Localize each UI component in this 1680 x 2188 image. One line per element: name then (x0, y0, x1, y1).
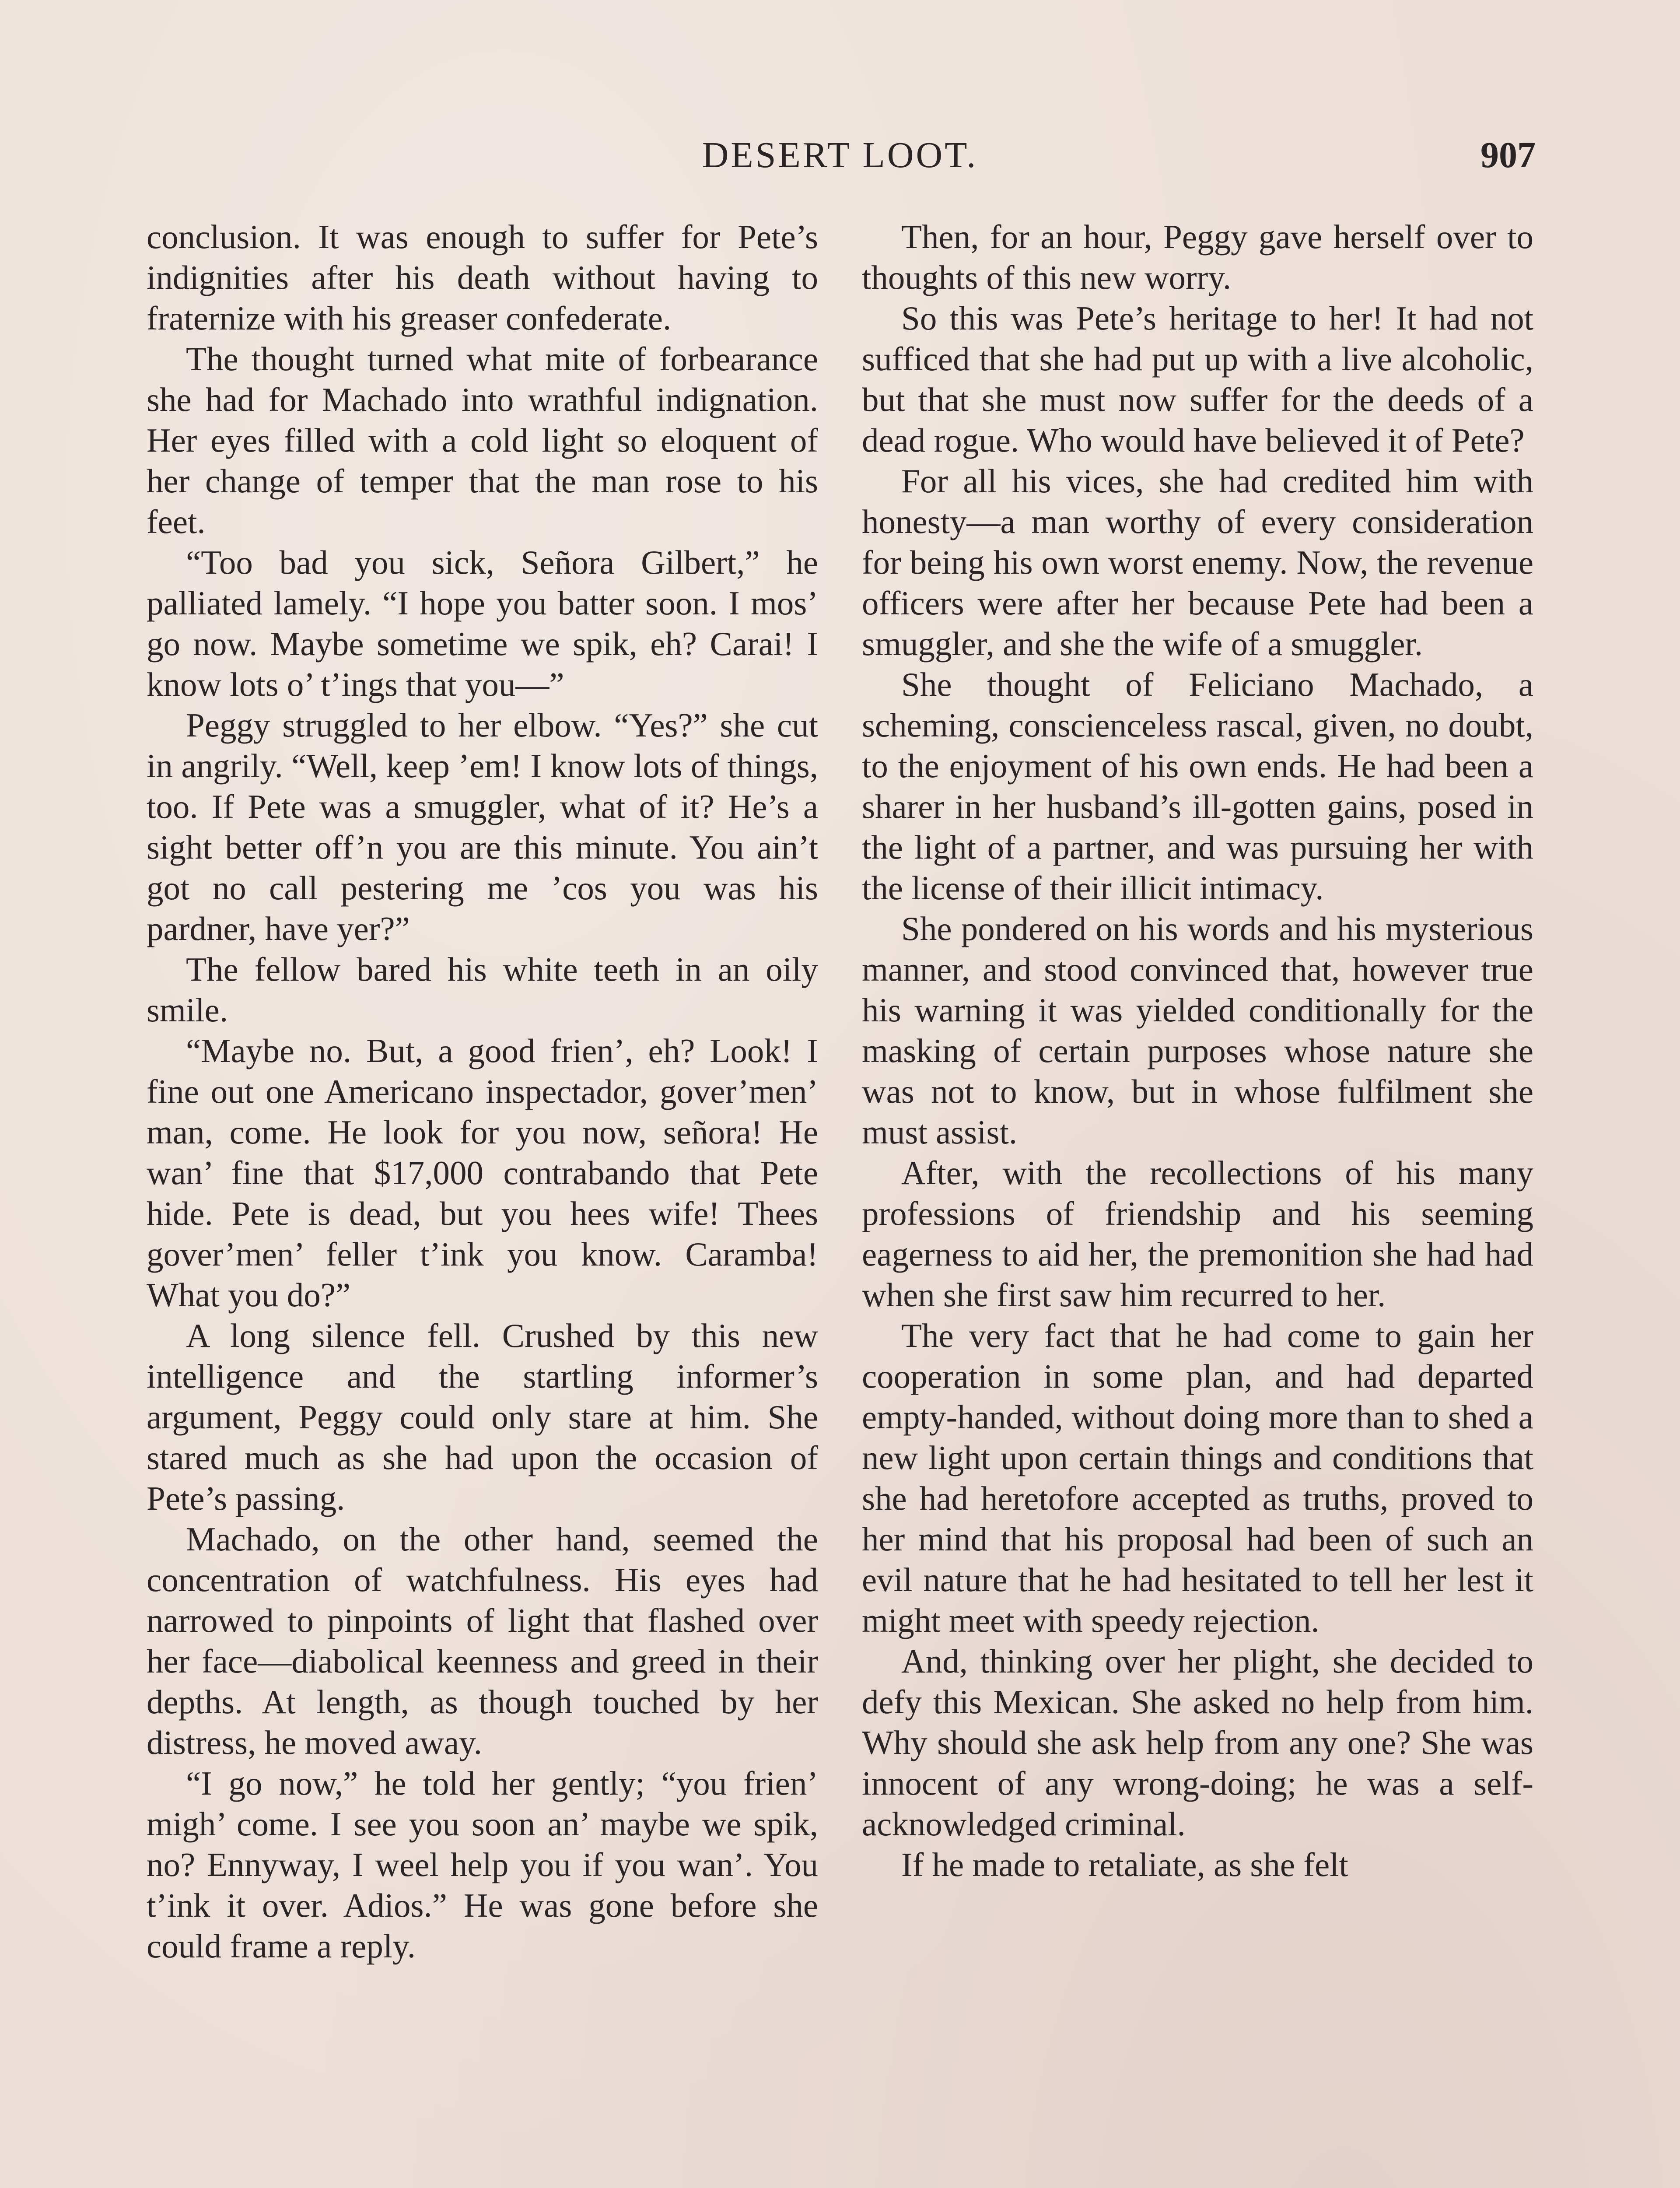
left-column (147, 217, 818, 1967)
paragraph: She thought of Feliciano Machado, a scheming, conscienceless rascal, given, no doubt, to the enjoyment of his own ends. He had been a sharer in her husband’s ill-gotten gains, posed in the light of a partner, and was pursuing her with the license of their illicit intimacy. (862, 666, 1533, 907)
paragraph: “I go now,” he told her gently; “you frien’ migh’ come. I see you soon an’ maybe we spik, no? Ennyway, I weel help you if you wan’. You t’ink it over. Adios.” He was gone before she could frame a reply. (147, 1764, 818, 1965)
page-header (144, 129, 1536, 182)
paragraph: conclusion. It was enough to suffer for Pete’s indignities after his death without having to fraternize with his greaser confederate. (147, 218, 818, 337)
paragraph: Machado, on the other hand, seemed the concentration of watchfulness. His eyes had narrowed to pinpoints of light that flashed over her face—diabolical keenness and greed in their depths. At length, as though touched by her distress, he moved away. (147, 1520, 818, 1761)
page-number: 907 (1480, 135, 1536, 175)
paragraph: And, thinking over her plight, she decided to defy this Mexican. She asked no help from him. Why should she ask help from any one? She was innocent of any wrong-doing; he was a self-acknowledged criminal. (862, 1642, 1533, 1843)
paragraph: She pondered on his words and his mysterious manner, and stood convinced that, however true his warning it was yielded conditionally for the masking of certain purposes whose nature she was not to know, but in whose fulfilment she must assist. (862, 910, 1533, 1151)
paragraph: Then, for an hour, Peggy gave herself over to thoughts of this new worry. (862, 218, 1533, 296)
paragraph: If he made to retaliate, as she felt (901, 1846, 1348, 1883)
paragraph: After, with the recollections of his many professions of friendship and his seeming eagerness to aid her, the premonition she had had when she first saw him recurred to her. (862, 1154, 1533, 1314)
paragraph: “Too bad you sick, Señora Gilbert,” he palliated lamely. “I hope you batter soon. I mos’ go now. Maybe sometime we spik, eh? Carai! I know lots o’ t’ings that you—” (147, 543, 818, 703)
paragraph: So this was Pete’s heritage to her! It had not sufficed that she had put up with a live alcoholic, but that she must now suffer for the deeds of a dead rogue. Who would have believed it of Pete? (862, 299, 1533, 459)
running-title: DESERT LOOT. (702, 135, 978, 175)
right-column (862, 217, 1533, 1885)
paragraph: The very fact that he had come to gain her cooperation in some plan, and had departed empty-handed, without doing more than to shed a new light upon certain things and conditions that she had heretofore accepted as truths, proved to her mind that his proposal had been of such an evil nature that he had hesitated to tell her lest it might meet with speedy rejection. (862, 1317, 1533, 1639)
paragraph: The fellow bared his white teeth in an oily smile. (147, 950, 818, 1029)
paragraph: Peggy struggled to her elbow. “Yes?” she cut in angrily. “Well, keep ’em! I know lots of things, too. If Pete was a smuggler, what of it? He’s a sight better off’n you are this minute. You ain’t got no call pestering me ’cos you was his pardner, have yer?” (147, 706, 818, 947)
paragraph: For all his vices, she had credited him with honesty—a man worthy of every consideration for being his own worst enemy. Now, the revenue officers were after her because Pete had been a smuggler, and she the wife of a smuggler. (862, 462, 1533, 663)
paragraph: “Maybe no. But, a good frien’, eh? Look! I fine out one Americano inspectador, gover’men’ man, come. He look for you now, señora! He wan’ fine that $17,000 contrabando that Pete hide. Pete is dead, but you hees wife! Thees gover’men’ feller t’ink you know. Caramba! What you do?” (147, 1032, 818, 1314)
paragraph: A long silence fell. Crushed by this new intelligence and the startling informer’s argument, Peggy could only stare at him. She stared much as she had upon the occasion of Pete’s passing. (147, 1317, 818, 1517)
paragraph: The thought turned what mite of forbearance she had for Machado into wrathful indignation. Her eyes filled with a cold light so eloquent of her change of temper that the man rose to his feet. (147, 340, 818, 540)
